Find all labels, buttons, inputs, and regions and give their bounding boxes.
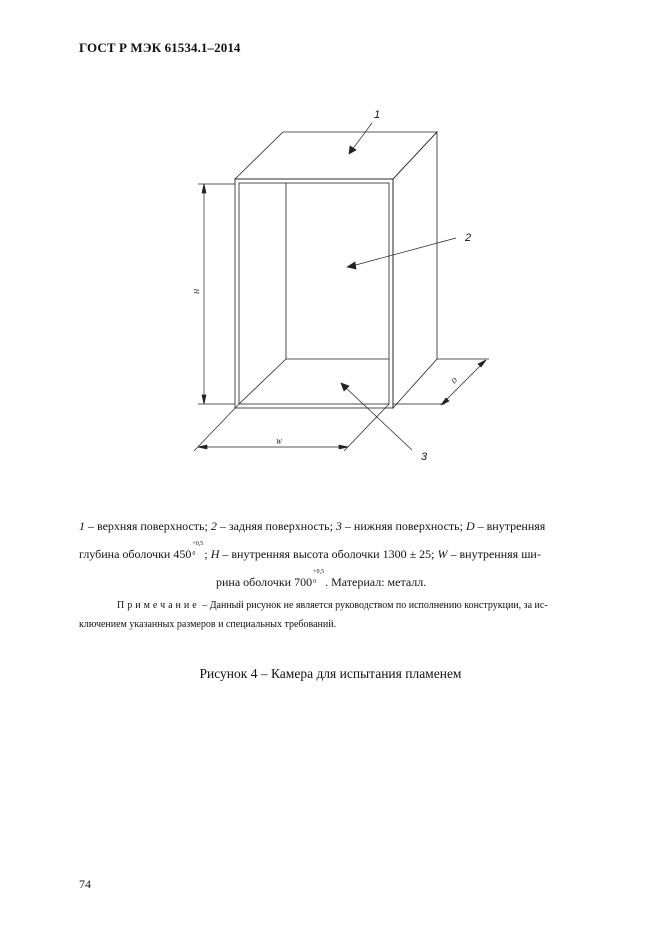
callout-1-arrowhead [349, 146, 356, 154]
callout-1-leader [352, 123, 372, 150]
legend-item-1-text: – верхняя поверхность; [85, 519, 211, 533]
legend-material: . Материал: металл. [322, 575, 427, 589]
callout-3-leader [345, 387, 412, 450]
note-label: Примечание [117, 600, 200, 611]
top-face [235, 132, 437, 179]
legend-d-text: – внутренняя [474, 519, 546, 533]
legend-w-symbol: W [437, 547, 448, 561]
front-frame-inner [239, 183, 389, 404]
w-extension-right [344, 404, 389, 451]
d-dimension-line [441, 360, 486, 405]
width-tolerance-upper: +0,5 [313, 569, 324, 575]
legend-item-3-number: 3 [335, 519, 342, 533]
legend-item-3-text: – нижняя поверхность; [341, 519, 466, 533]
callout-1-label: 1 [374, 109, 381, 121]
w-label: W [276, 438, 282, 446]
legend-h-symbol: H [210, 547, 220, 561]
d-label: D [449, 376, 459, 386]
legend-line-3 [216, 569, 427, 589]
width-tolerance-lower: 0 [313, 579, 317, 585]
depth-tolerance-lower: 0 [192, 551, 196, 557]
w-extension-left [194, 404, 239, 451]
callout-3-label: 3 [421, 451, 428, 463]
legend-item-2-text: – задняя поверхность; [216, 519, 336, 533]
note-text: – Данный рисунок не является руководством по исполнению конструкции, за ис- [199, 600, 548, 611]
d-arrow-back [478, 360, 486, 367]
width-tolerance [312, 569, 324, 586]
legend-line-1 [79, 519, 545, 533]
note-line-1 [117, 599, 548, 612]
floor-inner-diagonal [239, 359, 286, 404]
legend-item-1-number: 1 [79, 519, 85, 533]
front-frame-outer [235, 179, 393, 408]
h-label: H [193, 288, 201, 294]
depth-tolerance [191, 541, 204, 558]
legend-w-text: – внутренняя ши- [447, 547, 541, 561]
callout-2-label: 2 [465, 232, 472, 244]
depth-tolerance-upper: +0,5 [192, 541, 204, 547]
legend-line-2 [79, 541, 541, 561]
legend-item-2-number: 2 [210, 519, 217, 533]
legend-h-text: – внутренняя высота оболочки 1300 ± 25; [219, 547, 438, 561]
document-header: ГОСТ Р МЭК 61534.1–2014 [79, 40, 241, 55]
h-arrow-top [202, 184, 206, 193]
legend-h-separator: ; [201, 547, 211, 561]
legend-width-prefix: рина оболочки 700 [216, 575, 313, 589]
callout-2-leader [352, 238, 456, 266]
callout-2-arrowhead [347, 262, 356, 269]
right-face [393, 132, 437, 408]
h-arrow-bottom [202, 395, 206, 404]
legend-d-symbol: D [465, 519, 475, 533]
note-line-2: ключением указанных размеров и специальных требований. [79, 619, 337, 630]
figure-caption: Рисунок 4 – Камера для испытания пламенем [199, 666, 462, 681]
page-number: 74 [79, 877, 91, 891]
legend-depth-prefix: глубина оболочки 450 [79, 547, 192, 561]
